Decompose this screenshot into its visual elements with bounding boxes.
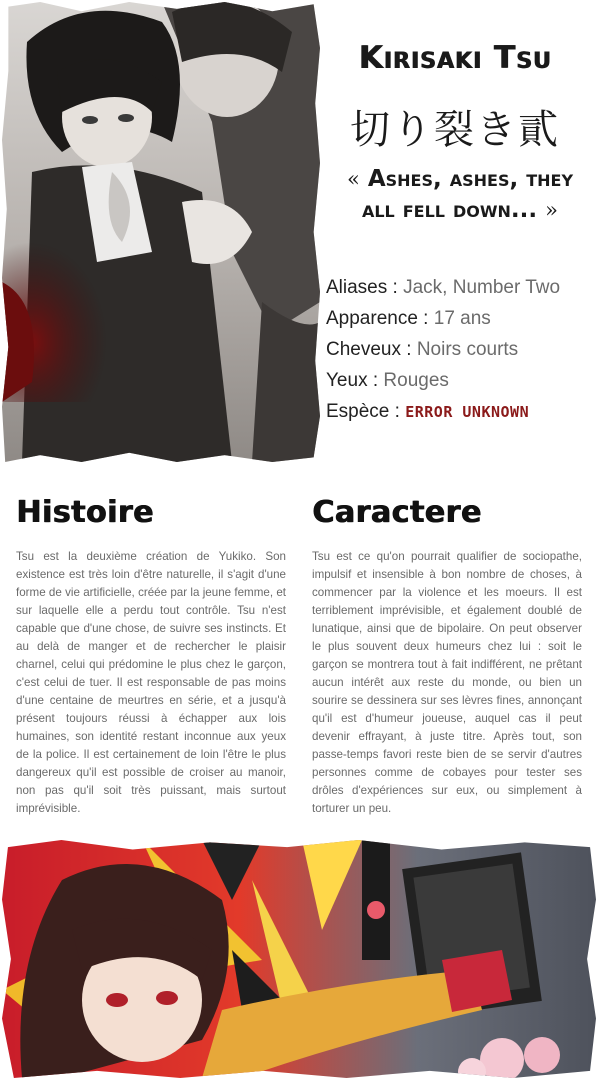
character-quote [330, 164, 590, 226]
character-portrait-image [2, 2, 320, 462]
attribute-row-aliases [326, 272, 598, 303]
attribute-row-yeux [326, 365, 598, 396]
attribute-label: Yeux : [326, 370, 379, 391]
quote-close-mark: » [545, 198, 559, 222]
character-name-kanji: 切り裂き貳 [350, 107, 560, 153]
attribute-row-apparence [326, 303, 598, 334]
attribute-label: Aliases : [326, 277, 398, 298]
histoire-text: Tsu est la deuxième création de Yukiko. Son existence est très loin d'être naturelle, il s'agit d'une forme de vie artificielle, créée par la jeune femme, et sur laquelle elle a perdu tout contrôle. Tsu n'est capable que d'une chose, de suivre ses instincts. Et au delà de manger et de rechercher le plaisir charnel, celui qui prédomine le plus chez le garçon, c'est celui de tuer. Il est responsable de pas moins d'une centaine de meurtres en série, et a jusqu'à présent toujours réussi à échapper aux lois humaines, son identité restant inconnue aux yeux de la police. Il est certainement de loin l'être le plus dangereux qu'il est possible de croiser au manoir, non pas qu'il soit très puissant, mais surtout imprévisible. [16, 550, 286, 815]
attribute-value-error: ERROR UNKNOWN [405, 403, 530, 421]
attribute-list [326, 272, 598, 428]
attribute-value: Rouges [383, 370, 449, 391]
attribute-label: Cheveux : [326, 339, 412, 360]
attribute-label: Espèce : [326, 401, 400, 422]
attribute-value: Noirs courts [416, 339, 519, 360]
attribute-row-espece [326, 396, 598, 428]
quote-open-mark: « [346, 167, 360, 191]
attribute-label: Apparence : [326, 308, 429, 329]
attribute-value: Jack, Number Two [403, 277, 561, 298]
attribute-value: 17 ans [433, 308, 491, 329]
character-banner-image [2, 840, 596, 1078]
quote-text: Ashes, ashes, they all fell down... [361, 166, 574, 223]
caractere-heading: Caractere [312, 495, 482, 530]
character-name: Kirisaki Tsu [358, 40, 552, 76]
caractere-text: Tsu est ce qu'on pourrait qualifier de sociopathe, impulsif et insensible à bon nombre de choses, à commencer par la violence et les moeurs. Il est terriblement imprévisible, et également doublé de lunatique, ainsi que de bipolaire. On peut observer le plus souvent deux humeurs chez lui : soit le garçon se montrera tout à fait indifférent, ne prêtant aucun intérêt aux reste du monde, ou bien un sourire se dessinera sur ses lèvres fines, annonçant qu'il est d'humeur joueuse, auquel cas il peut devenir effrayant, à juste titre. Après tout, son passe-temps favori reste bien de se servir d'autres personnes comme de cobayes pour tester ses drôles d'expériences sur eux, ou simplement à torturer un peu. [312, 550, 582, 815]
attribute-row-cheveux [326, 334, 598, 365]
histoire-heading: Histoire [16, 495, 154, 530]
